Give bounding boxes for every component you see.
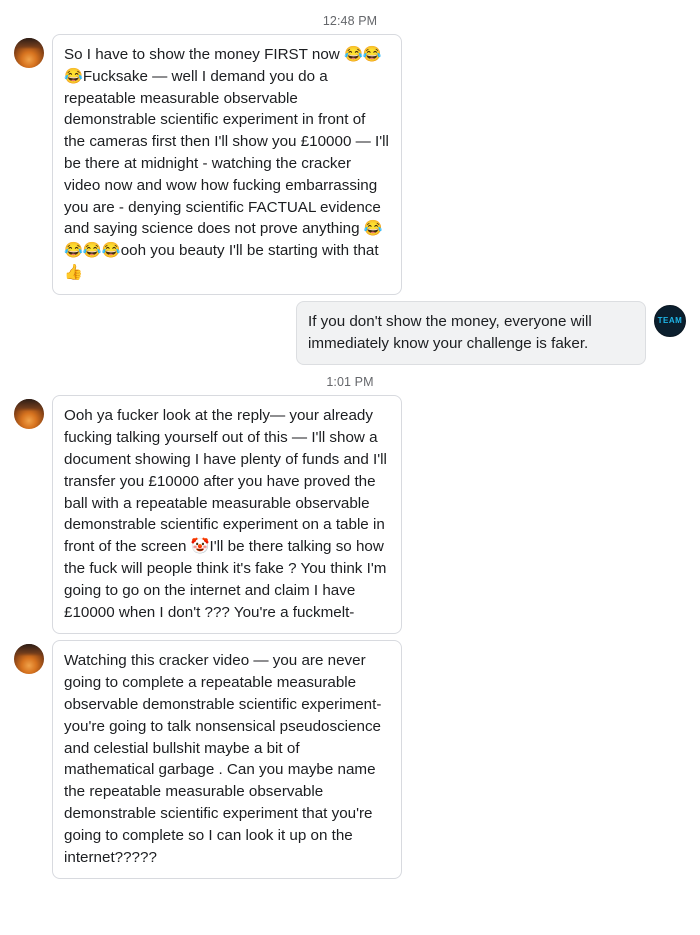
message-timestamp: 1:01 PM <box>326 375 374 390</box>
avatar[interactable] <box>14 38 44 68</box>
message-row-incoming <box>0 395 700 634</box>
message-row-incoming <box>0 640 700 879</box>
message-timestamp: 12:48 PM <box>322 14 378 28</box>
message-row-outgoing <box>0 301 700 366</box>
thread-top-spacer <box>0 0 700 4</box>
message-bubble-incoming[interactable]: Ooh ya fucker look at the reply— your already fucking talking yourself out of this — I'll show a document showing I have plenty of funds and I'll transfer you £10000 after you have proved the ball with a repeatable measurable observable demonstrable scientific experiment on a table in front of the screen 🤡I'll be there talking so how the fuck will people think it's fake ? You think I'm going to go on the internet and claim I have £10000 when I don't ??? You're a fuckmelt- <box>52 395 402 634</box>
message-bubble-outgoing[interactable]: If you don't show the money, everyone will immediately know your challenge is faker. <box>296 301 646 366</box>
avatar[interactable] <box>14 399 44 429</box>
message-row-incoming <box>0 34 700 295</box>
avatar-self[interactable]: TEAM <box>654 305 686 337</box>
avatar[interactable] <box>14 644 44 674</box>
message-bubble-incoming[interactable]: So I have to show the money FIRST now 😂😂😂Fucksake — well I demand you do a repeatable measurable observable demonstrable scientific experiment in front of the cameras first then I'll show you £10000 — I'll be there at midnight - watching the cracker video now and wow how fucking embarrassing you are - denying scientific FACTUAL evidence and saying science does not prove anything 😂😂😂😂ooh you beauty I'll be starting with that 👍 <box>52 34 402 295</box>
message-bubble-incoming[interactable]: Watching this cracker video — you are never going to complete a repeatable measurable observable demonstrable scientific experiment- you're going to talk nonsensical pseudoscience and celestial bullshit maybe a bit of mathematical garbage . Can you maybe name the repeatable measurable observable demonstrable scientific experiment that you're going to complete so I can look it up on the internet????? <box>52 640 402 879</box>
